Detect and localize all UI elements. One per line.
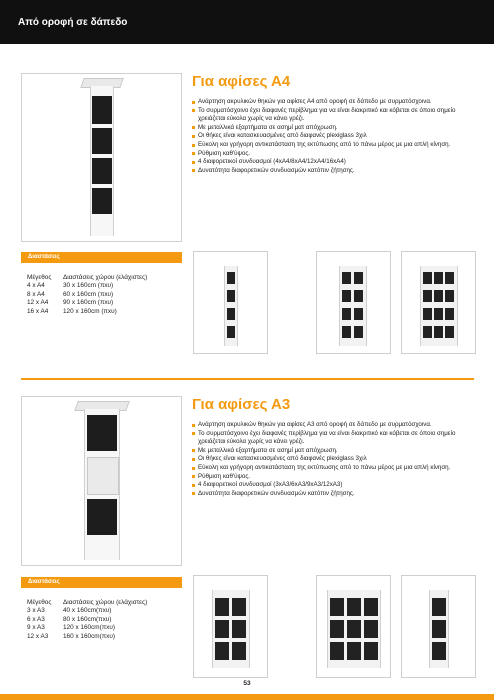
table-cell: 6 x A3	[27, 615, 45, 623]
features-list-a3	[192, 421, 474, 498]
column-header-space: Διαστάσεις χώρου (ελάχιστες)	[63, 274, 148, 281]
table-cell: 40 x 160cm(πxυ)	[63, 607, 112, 615]
feature-item: Ανάρτηση ακρυλικών θηκών για αφίσες Α3 από οροφή σε δάπεδο με συρματόσχοινα.	[192, 421, 474, 430]
poster-a3-1	[87, 415, 117, 451]
feature-item: Το συρματόσχοινο έχει διαφανές περίβλημα για να είναι διακριτικό και κόβεται σε όποιο σημείο χρειάζεται εύκολα χωρίς να κάνει γρέζι.	[192, 107, 474, 124]
thumbnail-config-12xa4	[401, 251, 476, 354]
feature-item: Ανάρτηση ακρυλικών θηκών για αφίσες Α4 από οροφή σε δάπεδο με συρματόσχοινα.	[192, 98, 474, 107]
table-cell: 16 x A4	[27, 307, 49, 315]
section-divider	[21, 378, 474, 380]
thumbnail-config-3xa3	[401, 575, 476, 678]
poster-a4-2	[92, 128, 112, 154]
product-photo-a3	[21, 396, 182, 566]
feature-item: Ρύθμιση καθ'ύψος.	[192, 150, 474, 159]
poster-a4-4	[92, 188, 112, 214]
table-cell: 80 x 160cm(πxυ)	[63, 615, 112, 623]
table-row	[27, 299, 149, 307]
page-title: Από οροφή σε δάπεδο	[18, 17, 128, 28]
table-cell: 120 x 160cm (πxυ)	[63, 307, 117, 315]
column-header-size: Μέγεθος	[27, 599, 52, 606]
poster-a3-2	[87, 457, 119, 495]
feature-item: Με μεταλλικά εξαρτήματα σε ασημί ματ απόχρωση.	[192, 447, 474, 456]
table-row	[27, 607, 149, 615]
product-photo-a4	[21, 73, 182, 242]
dimensions-table-a3	[27, 599, 149, 641]
feature-item: Δυνατότητα διαφορετικών συνδυασμών κατόπιν ζήτησης.	[192, 490, 474, 499]
page-number: 53	[243, 680, 251, 687]
feature-item: Οι θήκες είναι κατασκευασμένες από διαφανές plexiglass 3χιλ	[192, 455, 474, 464]
poster-a3-3	[87, 499, 117, 535]
table-row	[27, 633, 149, 641]
feature-item: Δυνατότητα διαφορετικών συνδυασμών κατόπιν ζήτησης.	[192, 167, 474, 176]
table-cell: 12 x A4	[27, 299, 49, 307]
table-row	[27, 291, 149, 299]
table-cell: 120 x 160cm(πxυ)	[63, 624, 115, 632]
section-title-a3: Για αφίσες Α3	[192, 396, 291, 413]
thumbnail-config-9xa3	[316, 575, 391, 678]
dimensions-table-a4	[27, 274, 149, 316]
table-cell: 3 x A3	[27, 607, 45, 615]
feature-item: Το συρματόσχοινο έχει διαφανές περίβλημα για να είναι διακριτικό και κόβεται σε όποιο σημείο χρειάζεται εύκολα χωρίς να κάνει γρέζι.	[192, 430, 474, 447]
table-cell: 12 x A3	[27, 632, 49, 640]
table-cell: 9 x A3	[27, 624, 45, 632]
table-cell: 90 x 160cm (πxυ)	[63, 299, 114, 307]
table-header-row	[27, 599, 149, 607]
column-header-space: Διαστάσεις χώρου (ελάχιστες)	[63, 599, 148, 606]
dimensions-header-a4	[21, 252, 182, 263]
feature-item: Με μεταλλικά εξαρτήματα σε ασημί ματ απόχρωση.	[192, 124, 474, 133]
feature-item: Εύκολη και γρήγορη αντικατάσταση της εκτύπωσης από το πάνω μέρος με μια απλή κίνηση.	[192, 464, 474, 473]
thumbnail-config-8xa4	[316, 251, 391, 354]
page-header	[0, 0, 494, 44]
dimensions-header-a3	[21, 577, 182, 588]
poster-a4-3	[92, 158, 112, 184]
thumbnail-config-4xa4	[193, 251, 268, 354]
thumbnail-config-6xa3	[193, 575, 268, 678]
section-title-a4: Για αφίσες Α4	[192, 73, 291, 90]
table-row	[27, 282, 149, 290]
feature-item: Ρύθμιση καθ'ύψος.	[192, 473, 474, 482]
table-row	[27, 616, 149, 624]
table-cell: 30 x 160cm (πxυ)	[63, 282, 114, 290]
dimensions-label: Διαστάσεις	[28, 579, 60, 585]
column-header-size: Μέγεθος	[27, 274, 52, 281]
poster-a4-1	[92, 96, 112, 124]
feature-item: 4 διαφορετικοί συνδυασμοί (3xA3/6xA3/9xA3/12xA3)	[192, 481, 474, 490]
dimensions-label: Διαστάσεις	[28, 254, 60, 260]
features-list-a4	[192, 98, 474, 175]
footer-bar	[0, 694, 494, 700]
table-header-row	[27, 274, 149, 282]
table-cell: 160 x 160cm(πxυ)	[63, 632, 115, 640]
feature-item: 4 διαφορετικοί συνδυασμοί (4xA4/8xA4/12xA4/16xA4)	[192, 158, 474, 167]
table-cell: 60 x 160cm (πxυ)	[63, 290, 114, 298]
feature-item: Εύκολη και γρήγορη αντικατάσταση της εκτύπωσης από το πάνω μέρος με μια απλή κίνηση.	[192, 141, 474, 150]
table-cell: 8 x A4	[27, 290, 45, 298]
table-cell: 4 x A4	[27, 282, 45, 290]
table-row	[27, 624, 149, 632]
table-row	[27, 308, 149, 316]
feature-item: Οι θήκες είναι κατασκευασμένες από διαφανές plexiglass 3χιλ	[192, 132, 474, 141]
